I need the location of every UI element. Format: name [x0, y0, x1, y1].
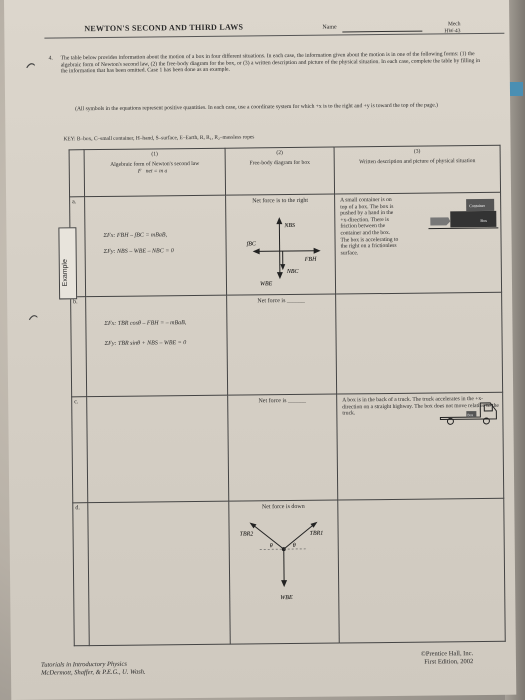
hand-shape: [430, 217, 450, 225]
equation-x: ΣFx: FBH – fBC = mBaB,: [103, 232, 168, 239]
row-label: b.: [73, 299, 78, 306]
row-label-cell: [72, 397, 88, 503]
worksheet-page: [4, 0, 516, 700]
tension-arrow-1: [284, 525, 314, 549]
row-label: c.: [74, 399, 79, 406]
description-cell: [337, 392, 504, 500]
page-title: NEWTON'S SECOND AND THIRD LAWS: [84, 22, 244, 34]
equation-x: ΣFx: TBR cosθ – FBH = – mBaB,: [104, 320, 187, 327]
footer-citation: [41, 661, 146, 678]
label-box: Box: [467, 413, 474, 418]
surface-line: [428, 228, 498, 229]
header-col-3: [334, 145, 500, 194]
header-corner: [69, 150, 84, 197]
label-container: Container: [469, 202, 485, 209]
situation-description: A box is in the back of a truck. The truck accelerates in the +x-direction on a straight highway. The box does not move relative to the truck.: [342, 396, 499, 417]
row-label: a.: [72, 199, 77, 206]
binder-hole-icon: [27, 312, 37, 322]
free-body-diagram: [229, 515, 336, 616]
equation-y: ΣFy: NBS – WBE – NBC = 0: [103, 248, 174, 255]
example-label: Example: [61, 259, 70, 287]
free-body-diagram: [226, 207, 333, 292]
situation-description: A small container is on top of a box. The box is pushed by a hand in the +x-direction. There is friction between the container and the box. The box is accelerating to the right on a frictionless surface.: [340, 196, 399, 257]
net-force-text: Net force is ______: [258, 397, 306, 405]
description-cell[interactable]: [338, 498, 505, 643]
truck-window: [484, 405, 492, 411]
table-row: [70, 192, 502, 297]
arrow-head: [281, 580, 287, 587]
label-wbe: WBE: [280, 595, 293, 602]
symbol-key: KEY: B–box, C–small container, H–hand, S–surface, E–Earth, R, R₁, R₂–massless ropes: [63, 134, 255, 143]
description-cell: [335, 192, 502, 294]
footer-authors: McDermott, Shaffer, & P.E.G., U. Wash.: [41, 668, 146, 677]
footer-book-title: Tutorials in Introductory Physics: [40, 660, 127, 669]
example-tab: [58, 227, 77, 299]
column-title: Algebraic form of Newton's second law: [110, 160, 200, 168]
equation-cell: [86, 295, 228, 396]
row-label-cell: [73, 503, 89, 646]
label-fbc: fBC: [246, 241, 256, 248]
fbd-cell[interactable]: [227, 294, 337, 395]
arrow-head: [280, 264, 285, 270]
label-theta-left: θ: [269, 543, 273, 550]
column-title: Written description and picture of physical situation: [359, 158, 476, 166]
equation-y: ΣFy: TBR sinθ + NBS – WBE = 0: [104, 340, 187, 347]
footer-publisher: [421, 650, 473, 667]
binder-hole-icon: [25, 60, 35, 70]
label-tbr2: TBR2: [239, 531, 254, 538]
course-name: Mech: [447, 21, 461, 28]
description-cell[interactable]: [336, 292, 503, 394]
fbd-cell: [229, 500, 339, 644]
container-box-picture: [428, 195, 498, 244]
column-title: Free-body diagram for box: [249, 159, 310, 167]
label-nbs: NBS: [284, 222, 296, 230]
footer-copyright: ©Prentice Hall, Inc.: [420, 650, 474, 658]
equation-cell[interactable]: [87, 395, 229, 502]
label-theta-right: θ: [292, 542, 296, 550]
column-formula: F⃗net = m a⃗: [137, 168, 172, 175]
arrow-head: [276, 217, 282, 224]
name-line: [342, 31, 422, 33]
problem-intro: [48, 51, 481, 75]
header-col-1: [84, 148, 225, 196]
problem-number: 4.: [48, 55, 53, 62]
problem-text: The table below provides information about the motion of a box in four different situations. In each case, the information given about the motion is in one of the following forms: (1) the algebraic form of Newton's second law, (2) the free-body diagram for the box, or (3) a written description and picture of the physical situation. In each case, complete the table by filling in the information that has been omitted. Case 1 has been done as an example.: [60, 51, 481, 75]
fbd-cell[interactable]: [228, 394, 338, 501]
label-box: Box: [480, 217, 488, 224]
situation-description: [336, 293, 501, 298]
truck-picture: [438, 395, 498, 434]
label-fbh: FBH: [304, 256, 317, 263]
label-nbc: NBC: [286, 268, 299, 276]
row-label-cell: [71, 297, 87, 397]
tension-arrow-2: [254, 525, 284, 549]
physics-table: [69, 145, 506, 646]
equation-cell[interactable]: [88, 501, 230, 645]
table-row: [72, 392, 504, 503]
column-number: (1): [151, 151, 158, 158]
row-label: d.: [75, 505, 80, 512]
table-row: [73, 498, 505, 646]
net-force-text: Net force is down: [261, 503, 305, 511]
equation-cell: [85, 195, 227, 296]
net-force-text: Net force is to the right: [252, 197, 309, 205]
box-shape: [450, 211, 496, 227]
table-header-row: [69, 145, 500, 197]
header-rule: [44, 33, 504, 39]
fbd-cell: [226, 194, 336, 295]
column-number: (2): [276, 150, 283, 157]
homework-number: HW-43: [444, 28, 461, 35]
coordinate-note: (All symbols in the equations represent positive quantities. In each case, use a coordinate system for which +x is to the right and +y is toward the top of the page.): [75, 102, 438, 113]
net-force-text: Net force is ______: [257, 297, 305, 305]
footer-edition: First Edition, 2002: [424, 658, 474, 666]
label-wbe: WBE: [259, 281, 273, 288]
column-number: (3): [413, 148, 421, 155]
table-row: [71, 292, 503, 397]
arrow-head: [253, 248, 260, 254]
arrow-head: [277, 272, 283, 279]
arrow-head: [314, 248, 321, 254]
name-label: Name: [322, 24, 337, 31]
header-col-2: [225, 147, 334, 195]
label-tbr1: TBR1: [309, 530, 324, 537]
